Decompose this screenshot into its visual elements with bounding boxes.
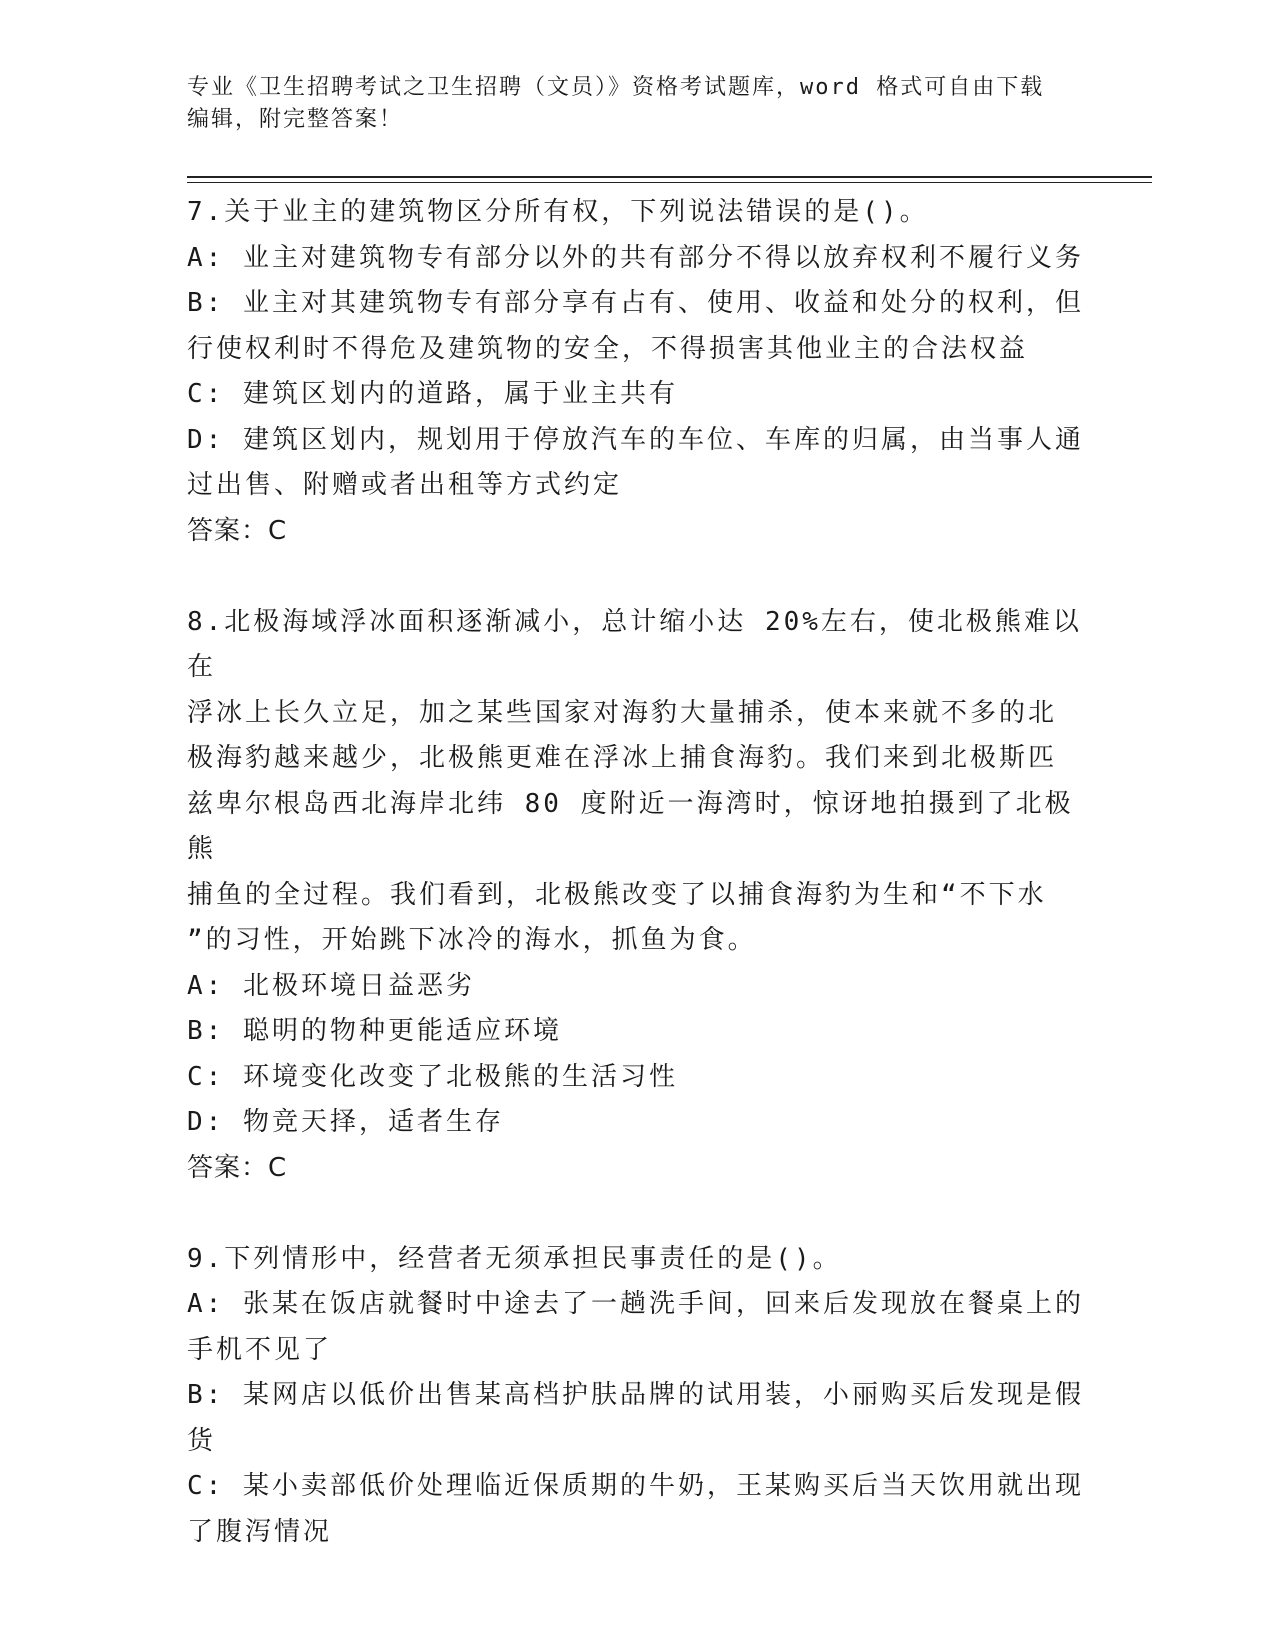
- stem-line: 捕鱼的全过程。我们看到，北极熊改变了以捕食海豹为生和“不下水: [187, 879, 1047, 910]
- question-stem: 7.关于业主的建筑物区分所有权，下列说法错误的是()。: [187, 197, 929, 227]
- question-block-9: [187, 1237, 1087, 1556]
- header-divider-thick: [187, 176, 1152, 178]
- option-text: A: 业主对建筑物专有部分以外的共有部分不得以放弃权利不履行义务: [187, 242, 1084, 273]
- question-list: [187, 190, 1087, 1555]
- stem-line: 8.北极海域浮冰面积逐渐减小，总计缩小达 20%左右，使北极熊难以在: [187, 606, 1082, 682]
- option-text: B: 业主对其建筑物专有部分享有占有、使用、收益和处分的权利，但: [187, 288, 1084, 318]
- option-text: B: 某网店以低价出售某高档护肤品牌的试用装，小丽购买后发现是假: [187, 1380, 1084, 1410]
- spacer: [187, 1191, 1087, 1237]
- header-divider-thin: [187, 182, 1152, 183]
- option-text: 行使权利时不得危及建筑物的安全，不得损害其他业主的合法权益: [187, 333, 1029, 364]
- option-b: [187, 281, 1087, 372]
- header-line-1: 专业《卫生招聘考试之卫生招聘（文员）》资格考试题库，word 格式可自由下载: [187, 75, 1045, 100]
- document-header: [187, 72, 1087, 136]
- option-text: 过出售、附赠或者出租等方式约定: [187, 470, 623, 500]
- answer-label: 答案：C: [187, 1152, 288, 1183]
- stem-line: 浮冰上长久立足，加之某些国家对海豹大量捕杀，使本来就不多的北: [187, 697, 1058, 728]
- question-stem: [187, 600, 1087, 964]
- option-c: [187, 1464, 1087, 1555]
- option-d: D: 物竞天择，适者生存: [187, 1107, 504, 1137]
- stem-line: 极海豹越来越少，北极熊更难在浮冰上捕食海豹。我们来到北极斯匹: [187, 743, 1058, 773]
- stem-line: ”的习性，开始跳下冰冷的海水，抓鱼为食。: [187, 925, 757, 955]
- option-d: [187, 418, 1087, 509]
- question-stem: 9.下列情形中，经营者无须承担民事责任的是()。: [187, 1243, 842, 1274]
- option-text: C: 某小卖部低价处理临近保质期的牛奶，王某购买后当天饮用就出现: [187, 1471, 1084, 1501]
- option-text: 手机不见了: [187, 1334, 333, 1365]
- option-a: [187, 1282, 1087, 1373]
- option-a: [187, 236, 1087, 282]
- option-text: D: 建筑区划内，规划用于停放汽车的车位、车库的归属，由当事人通: [187, 424, 1084, 455]
- spacer: [187, 554, 1087, 600]
- option-text: 货: [187, 1425, 217, 1456]
- option-text: A: 张某在饭店就餐时中途去了一趟洗手间，回来后发现放在餐桌上的: [187, 1289, 1084, 1319]
- stem-line: 兹卑尔根岛西北海岸北纬 80 度附近一海湾时，惊讶地拍摄到了北极熊: [187, 788, 1074, 864]
- option-b: [187, 1373, 1087, 1464]
- answer-label: 答案：C: [187, 515, 288, 546]
- option-a: A: 北极环境日益恶劣: [187, 970, 475, 1001]
- option-c: [187, 372, 1087, 418]
- question-block-7: [187, 190, 1087, 554]
- question-block-8: [187, 600, 1087, 1192]
- option-text: C: 建筑区划内的道路，属于业主共有: [187, 379, 678, 409]
- option-c: C: 环境变化改变了北极熊的生活习性: [187, 1061, 678, 1092]
- option-b: B: 聪明的物种更能适应环境: [187, 1016, 562, 1046]
- option-text: 了腹泻情况: [187, 1516, 333, 1547]
- header-line-2: 编辑，附完整答案！: [187, 107, 404, 132]
